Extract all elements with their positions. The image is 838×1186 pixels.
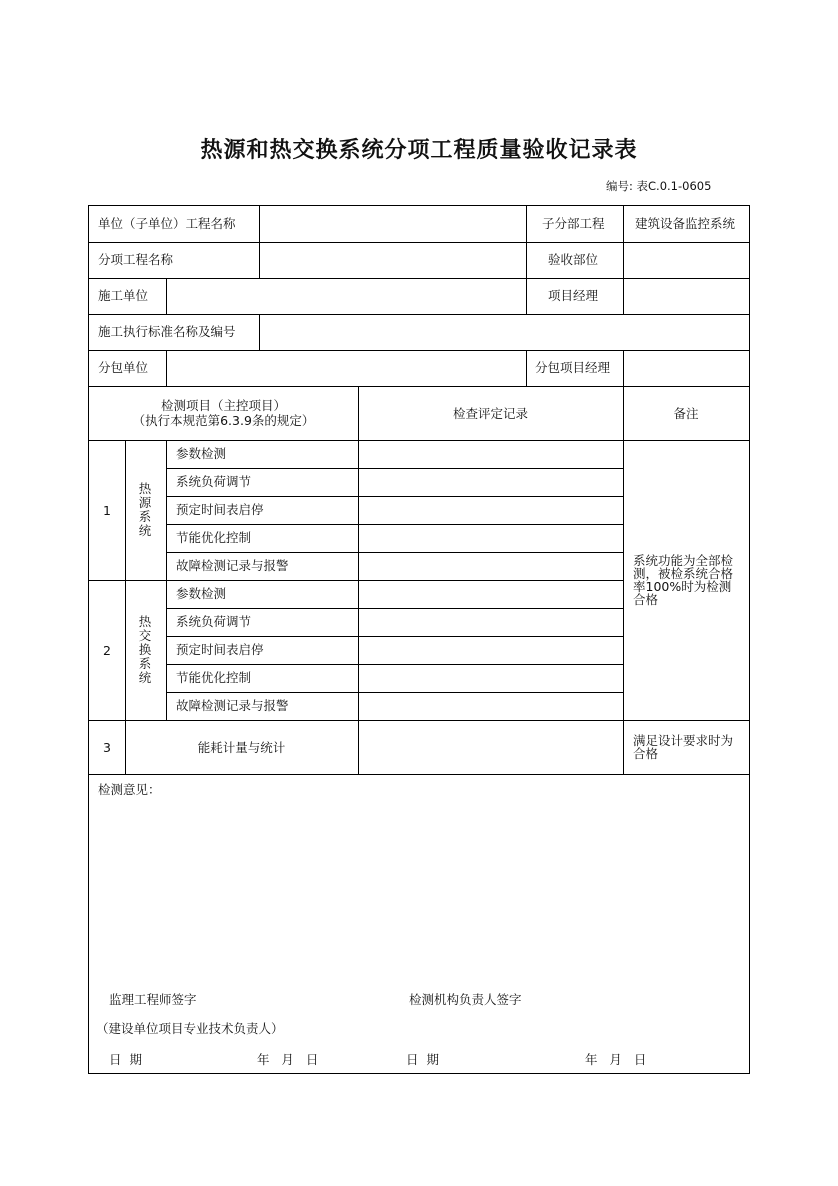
group-2-system-name: 热交换系统 (138, 614, 152, 685)
group-line (89, 580, 623, 581)
row-line (89, 242, 749, 243)
agency-date-ymd: 年 月 日 (585, 1052, 647, 1067)
row-line (89, 440, 749, 441)
row-line (89, 774, 749, 775)
item-line (166, 636, 623, 637)
supervisor-date-label: 日 期 (109, 1052, 142, 1067)
group-1-number: 1 (103, 502, 111, 518)
item-column-header (89, 386, 358, 440)
group-2-item: 系统负荷调节 (176, 614, 252, 629)
col-line (526, 350, 527, 386)
row-line (89, 350, 749, 351)
group-1-item: 节能优化控制 (176, 530, 252, 545)
supervisor-date-ymd: 年 月 日 (257, 1052, 319, 1067)
col-line (166, 278, 167, 314)
row-3-number: 3 (103, 739, 111, 755)
item-line (166, 468, 623, 469)
construction-unit-label: 施工单位 (98, 288, 149, 303)
col-line (526, 278, 527, 314)
item-header-line1: 检测项目（主控项目） (160, 398, 286, 413)
col-line (166, 440, 167, 720)
group-1-item: 系统负荷调节 (176, 474, 252, 489)
supervisor-sign-label: 监理工程师签字 (109, 992, 197, 1007)
sub-division-value[interactable]: 建筑设备监控系统 (635, 216, 736, 231)
acceptance-part-label: 验收部位 (548, 252, 599, 267)
row-3-item: 能耗计量与统计 (197, 739, 286, 755)
form-code: 编号: 表C.0.1-0605 (606, 179, 712, 193)
row-line (89, 278, 749, 279)
group-1-item: 参数检测 (176, 446, 227, 461)
col-line (259, 206, 260, 278)
opinion-label: 检测意见： (98, 782, 161, 797)
project-manager-label: 项目经理 (548, 288, 599, 303)
remark-column-header: 备注 (673, 405, 699, 421)
col-line (623, 386, 624, 774)
remark-groups: 系统功能为全部检测，被检系统合格率100%时为检测合格 (633, 553, 734, 607)
item-header-line2: （执行本规范第6.3.9条的规定） (132, 413, 315, 428)
row-3-remark: 满足设计要求时为合格 (633, 733, 734, 761)
col-line (623, 206, 624, 314)
col-line (259, 314, 260, 350)
group-2-item: 预定时间表启停 (176, 642, 264, 657)
agency-sign-label: 检测机构负责人签字 (409, 992, 522, 1007)
standard-label: 施工执行标准名称及编号 (98, 324, 236, 339)
group-1-item: 预定时间表启停 (176, 502, 264, 517)
subcontract-unit-label: 分包单位 (98, 360, 149, 375)
item-line (166, 552, 623, 553)
group-2-item: 节能优化控制 (176, 670, 252, 685)
col-line (358, 386, 359, 774)
row-line (89, 314, 749, 315)
col-line (623, 350, 624, 386)
sub-item-label: 分项工程名称 (98, 252, 174, 267)
item-line (166, 524, 623, 525)
group-2-number: 2 (103, 642, 111, 658)
group-2-item: 故障检测记录与报警 (176, 698, 289, 713)
unit-project-label: 单位（子单位）工程名称 (98, 216, 236, 231)
col-line (166, 350, 167, 386)
subcontract-manager-label: 分包项目经理 (535, 360, 611, 375)
group-1-system-name: 热源系统 (138, 481, 152, 538)
sub-division-label: 子分部工程 (542, 216, 605, 231)
record-column-header: 检查评定记录 (452, 405, 528, 421)
item-line (166, 692, 623, 693)
form-title: 热源和热交换系统分项工程质量验收记录表 (200, 138, 638, 163)
supervisor-sub-label: （建设单位项目专业技术负责人） (96, 1021, 284, 1036)
group-1-item: 故障检测记录与报警 (176, 558, 289, 573)
item-line (166, 496, 623, 497)
agency-date-label: 日 期 (406, 1052, 439, 1067)
col-line (526, 206, 527, 278)
acceptance-form (88, 205, 750, 1074)
group-2-item: 参数检测 (176, 586, 227, 601)
item-line (166, 664, 623, 665)
item-line (166, 608, 623, 609)
